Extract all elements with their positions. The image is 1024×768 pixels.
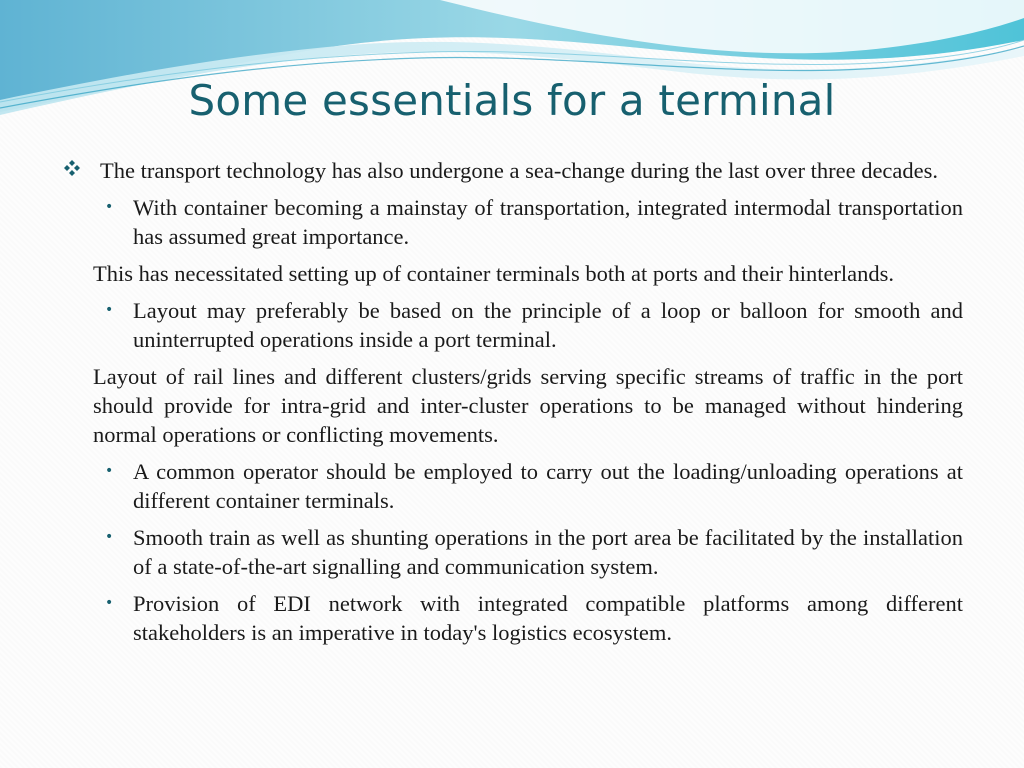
bullet-dot-icon: •: [105, 463, 114, 479]
bullet-text: The transport technology has also undergone a sea-change during the last over three decades.: [100, 158, 939, 183]
diamond-cluster-icon: [63, 159, 81, 177]
bullet-text: With container becoming a mainstay of transportation, integrated intermodal transportation has assumed great importance.: [133, 195, 963, 249]
bullet-dot-icon: •: [105, 199, 114, 215]
bullet-dot-icon: •: [105, 529, 114, 545]
bullet-text: Smooth train as well as shunting operations in the port area be facilitated by the installation of a state-of-the-art signalling and communication system.: [133, 525, 963, 579]
bullet-main: [100, 156, 963, 185]
bullet-sub: [105, 589, 963, 647]
bullet-sub: [105, 523, 963, 581]
bullet-dot-icon: •: [105, 595, 114, 611]
paragraph-text: This has necessitated setting up of container terminals both at ports and their hinterlands.: [93, 261, 895, 286]
bullet-text: Provision of EDI network with integrated compatible platforms among different stakeholders is an imperative in today's logistics ecosystem.: [133, 591, 963, 645]
slide-body: [0, 156, 1024, 655]
slide-title: Some essentials for a terminal: [188, 76, 836, 125]
bullet-text: A common operator should be employed to carry out the loading/unloading operations at different container terminals.: [133, 459, 963, 513]
bullet-sub: [105, 193, 963, 251]
paragraph: [93, 362, 963, 449]
bullet-text: Layout may preferably be based on the principle of a loop or balloon for smooth and uninterrupted operations inside a port terminal.: [133, 298, 963, 352]
bullet-sub: [105, 457, 963, 515]
bullet-dot-icon: •: [105, 302, 114, 318]
bullet-sub: [105, 296, 963, 354]
paragraph: [93, 259, 963, 288]
paragraph-text: Layout of rail lines and different clusters/grids serving specific streams of traffic in the port should provide for intra-grid and inter-cluster operations to be managed without hindering normal operations or conflicting movements.: [93, 364, 963, 447]
